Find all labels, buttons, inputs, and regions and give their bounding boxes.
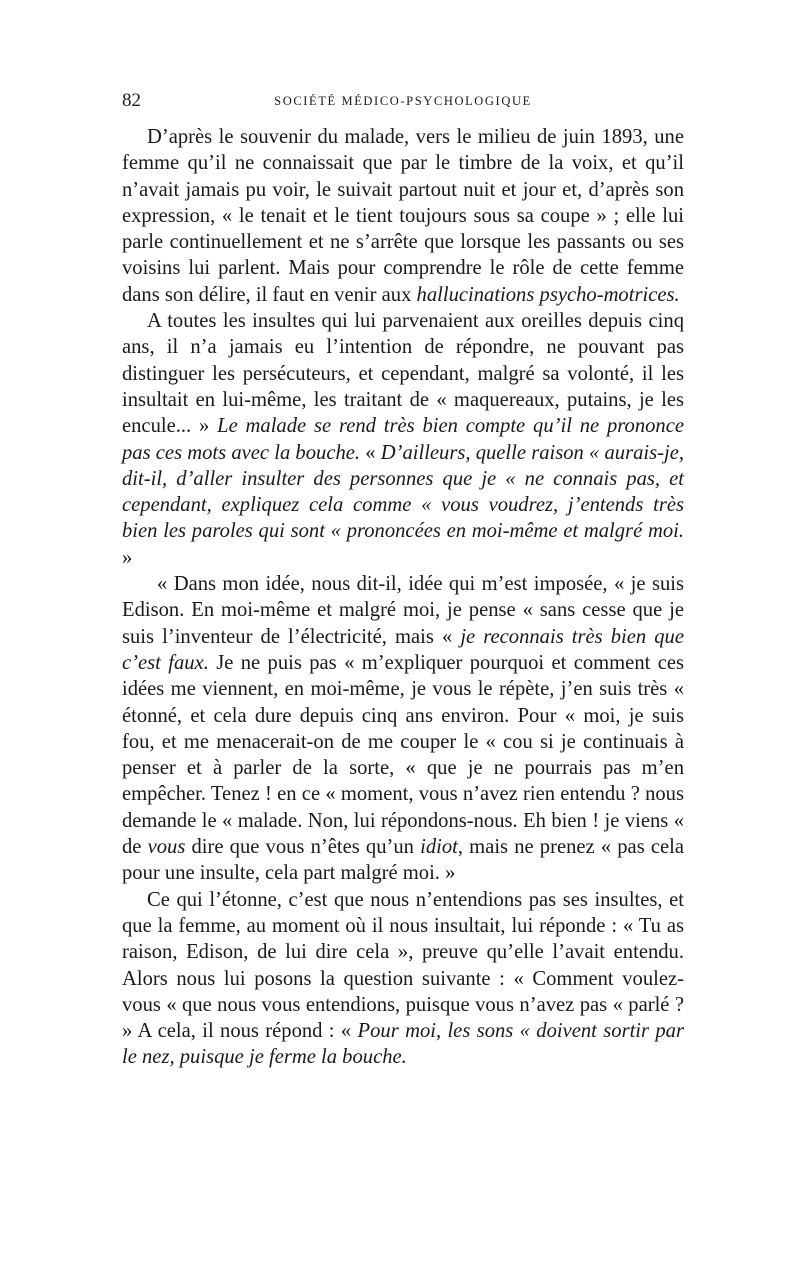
paragraph-1 bbox=[122, 124, 684, 308]
paragraph-3-italic-idiot: idiot bbox=[420, 836, 458, 859]
paragraph-1-text: D’après le souvenir du malade, vers le milieu de juin 1893, une femme qu’il ne connaissait que par le timbre de la voix, et qu’il n’avait jamais pu voir, le suivait partout nuit et jour et, d’après son expression, « le tenait et le tient toujours sous sa coupe » ; elle lui parle continuellement et ne s’arrête que lorsque les passants ou ses voisins lui parlent. Mais pour comprendre le rôle de cette femme dans son délire, il faut en venir aux bbox=[122, 126, 684, 306]
paragraph-3-italic-vous: vous bbox=[147, 836, 186, 859]
paragraph-3-text-2: Je ne puis pas « m’expliquer pourquoi et comment ces idées me viennent, en moi-même, je vous le répète, j’en suis très « étonné, et cela dure depuis cinq ans environ. Pour « moi, je suis fou, et me menacerait-on de me couper le « cou si je continuais à penser et à parler de la sorte, « que je ne pourrais pas m’en empêcher. Tenez ! en ce « moment, vous n’avez rien entendu ? nous demande le « malade. Non, lui répondons-nous. Eh bien ! je viens « de bbox=[122, 651, 684, 859]
paragraph-3-italic: je reconnais très bien que c’est faux. bbox=[122, 625, 684, 674]
paragraph-4-text: Ce qui l’étonne, c’est que nous n’entendions pas ses insultes, et que la femme, au moment où il nous insultait, lui réponde : « Tu as raison, Edison, de lui dire cela », preuve qu’elle l’avait entendu. Alors nous lui posons la question suivante : « Comment voulez-vous « que nous vous entendions, puisque vous n’avez pas « parlé ? » A cela, il nous répond : « bbox=[122, 888, 684, 1043]
paragraph-4 bbox=[122, 887, 684, 1071]
paragraph-2-italic: Le malade se rend très bien compte qu’il ne prononce pas ces mots avec la bouche. bbox=[122, 415, 685, 464]
paragraph-2 bbox=[122, 308, 684, 571]
paragraph-3-text-3: dire que vous n’êtes qu’un bbox=[185, 836, 421, 859]
paragraph-2-quote-open: « bbox=[360, 441, 381, 464]
paragraph-3-text-4: , mais ne prenez « pas cela pour une insulte, cela part malgré moi. » bbox=[122, 836, 685, 885]
running-title: SOCIÉTÉ MÉDICO-PSYCHOLOGIQUE bbox=[274, 94, 532, 108]
page-header bbox=[122, 86, 684, 116]
body-text bbox=[122, 124, 684, 1071]
paragraph-4-italic: Pour moi, les sons « doivent sortir par le nez, puisque je ferme la bouche. bbox=[122, 1020, 684, 1069]
page-number: 82 bbox=[122, 90, 141, 111]
paragraph-3 bbox=[122, 571, 684, 887]
paragraph-2-italic-quote: D’ailleurs, quelle raison « aurais-je, dit-il, d’aller insulter des personnes que je « ne connais pas, et cependant, expliquez cela comme « vous voudrez, j’entends très bien les paroles qui sont « prononcées en moi-même et malgré moi. bbox=[122, 441, 685, 543]
paragraph-3-text: « Dans mon idée, nous dit-il, idée qui m’est imposée, « je suis Edison. En moi-même et malgré moi, je pense « sans cesse que je suis l’inventeur de l’électricité, mais « bbox=[122, 573, 684, 648]
paragraph-2-quote-close: » bbox=[122, 546, 133, 569]
paragraph-1-italic: hallucinations psycho-motrices. bbox=[416, 283, 680, 306]
paragraph-2-text: A toutes les insultes qui lui parvenaient aux oreilles depuis cinq ans, il n’a jamais eu l’intention de répondre, ne pouvant pas distinguer les persécuteurs, et cependant, malgré sa volonté, il les insultait en lui-même, les traitant de « maquereaux, putains, je les encule... » bbox=[122, 310, 684, 438]
